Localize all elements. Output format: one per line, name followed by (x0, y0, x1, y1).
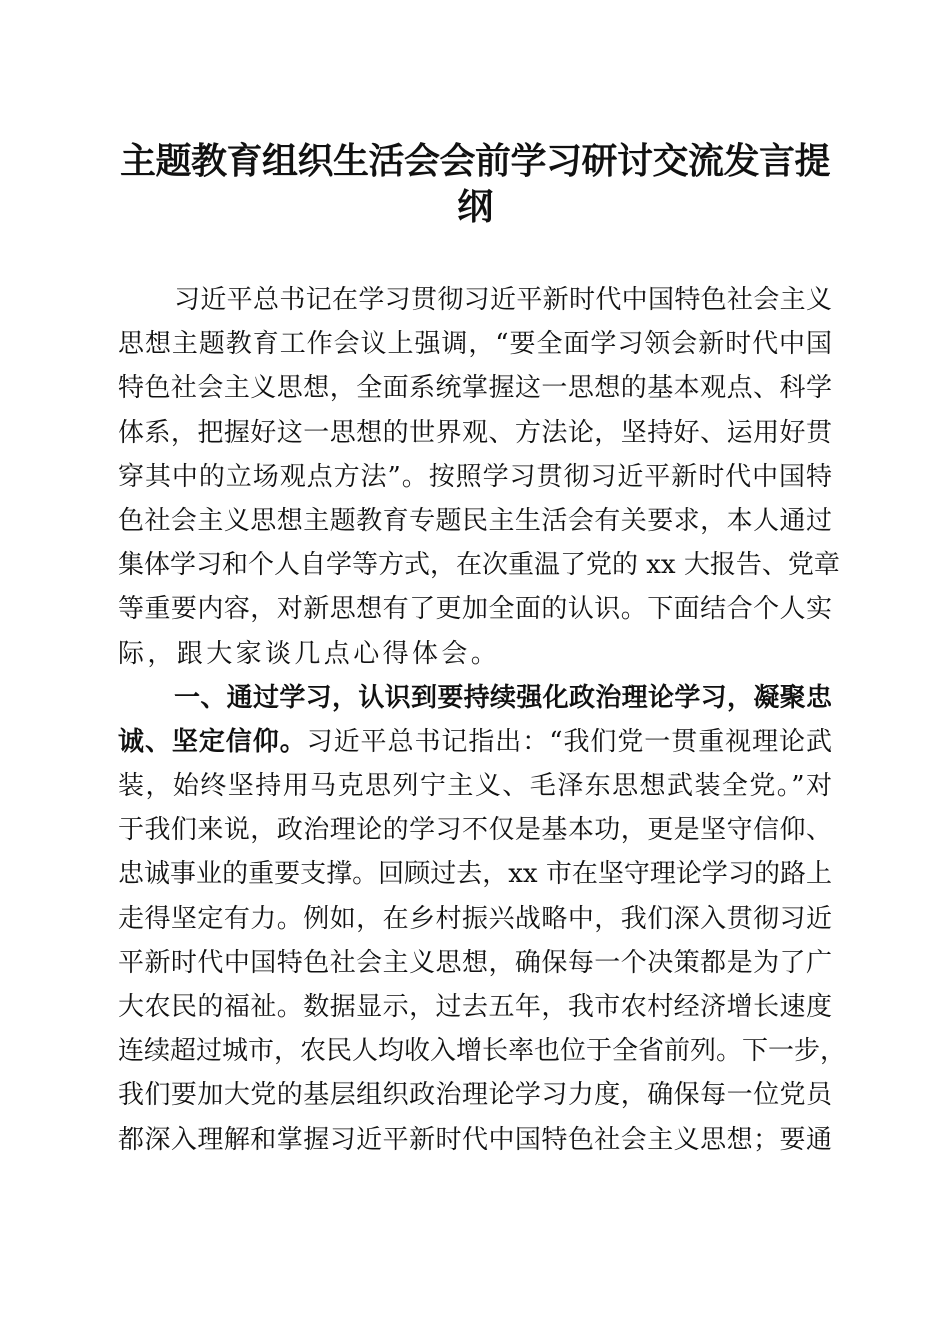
body-text: 集体学习和个人自学等方式，在次重温了党的 xx 大报告、党章 (118, 550, 840, 581)
text-line (118, 1118, 832, 1162)
text-line (118, 499, 832, 543)
text-line (118, 411, 832, 455)
body-text: 习近平总书记在学习贯彻习近平新时代中国特色社会主义 (174, 285, 832, 315)
text-line (118, 1029, 847, 1073)
text-line (118, 720, 832, 764)
paragraph (118, 676, 847, 1162)
text-line (118, 543, 840, 587)
text-line (118, 676, 832, 720)
body-text: 装，始终坚持用马克思列宁主义、毛泽东思想武装全党。”对 (118, 771, 832, 802)
title-line-1: 主题教育组织生活会会前学习研讨交流发言提 (119, 140, 830, 182)
text-line (118, 587, 832, 631)
body-text: 穿其中的立场观点方法”。按照学习贯彻习近平新时代中国特 (118, 461, 832, 492)
body-text: 于我们来说，政治理论的学习不仅是基本功，更是坚守信仰、 (118, 815, 832, 846)
document-title (110, 138, 840, 230)
body-text: 平新时代中国特色社会主义思想，确保每一个决策都是为了广 (118, 947, 832, 978)
body-text: 都深入理解和掌握习近平新时代中国特色社会主义思想；要通 (118, 1124, 832, 1155)
text-line (118, 941, 832, 985)
body-text: 思想主题教育工作会议上强调，“要全面学习领会新时代中国 (118, 329, 832, 360)
bold-heading-text: 诚、坚定信仰。 (118, 726, 307, 757)
text-line (118, 632, 832, 676)
body-text: 色社会主义思想主题教育专题民主生活会有关要求，本人通过 (118, 505, 832, 536)
body-text: 连续超过城市，农民人均收入增长率也位于全省前列。下一步， (118, 1036, 847, 1067)
text-line (118, 985, 832, 1029)
text-line (118, 455, 832, 499)
body-text: 习近平总书记指出：“我们党一贯重视理论武 (306, 726, 832, 757)
body-text: 走得坚定有力。例如，在乡村振兴战略中，我们深入贯彻习近 (118, 903, 832, 934)
paragraph (118, 278, 840, 676)
body-text: 忠诚事业的重要支撑。回顾过去，xx 市在坚守理论学习的路上 (118, 859, 832, 890)
document-body (118, 278, 847, 1162)
body-text: 等重要内容，对新思想有了更加全面的认识。下面结合个人实 (118, 594, 832, 625)
body-text: 特色社会主义思想，全面系统掌握这一思想的基本观点、科学 (118, 373, 832, 404)
text-line (118, 808, 832, 852)
text-line (118, 897, 832, 941)
bold-heading-text: 一、通过学习，认识到要持续强化政治理论学习，凝聚忠 (174, 682, 832, 713)
title-line-2: 纲 (457, 186, 493, 228)
text-line (118, 322, 832, 366)
text-line (118, 852, 832, 896)
body-text: 际，跟大家谈几点心得体会。 (118, 638, 501, 669)
body-text: 体系，把握好这一思想的世界观、方法论，坚持好、运用好贯 (118, 417, 832, 448)
text-line (118, 1073, 832, 1117)
text-line (118, 366, 832, 410)
text-line (118, 278, 832, 322)
body-text: 大农民的福祉。数据显示，过去五年，我市农村经济增长速度 (118, 992, 832, 1022)
body-text: 我们要加大党的基层组织政治理论学习力度，确保每一位党员 (118, 1080, 832, 1111)
text-line (118, 764, 832, 808)
